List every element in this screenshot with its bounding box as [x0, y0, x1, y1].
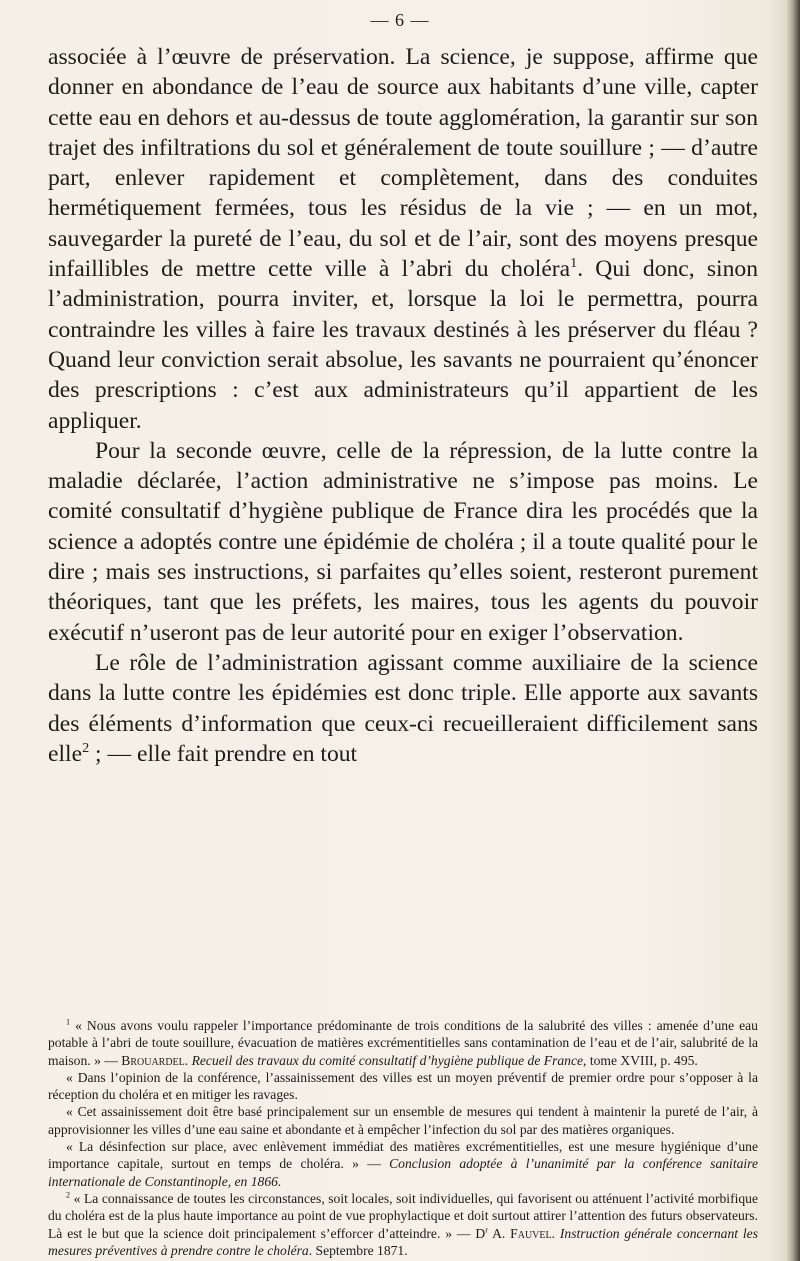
footnote-1-title: Recueil des travaux du comité consultatif d’hygiène publique de France: [191, 1052, 584, 1068]
paragraph-3: [48, 648, 758, 769]
footnote-2-marker: 2: [66, 1190, 71, 1200]
footnote-ref-2: 2: [82, 739, 90, 756]
footnote-2-tail: . Septembre 1871.: [308, 1242, 408, 1258]
footnote-1-source: Conclusion adoptée à l’unanimité par la conférence sanitaire internationale de Constantinople, en 1866.: [48, 1156, 758, 1189]
page-number: — 6 —: [370, 10, 430, 30]
page-edge-shadow: [786, 0, 800, 1261]
footnote-1-para-4-text: « La désinfection sur place, avec enlèvement immédiat des matières excrémentitielles, est une mesure hygiénique d’une importance capitale, surtout en temps de choléra. » —: [48, 1139, 758, 1172]
footnote-1-para-4: [48, 1138, 758, 1190]
paragraph-1-text-cont: . Qui donc, sinon l’administration, pourra inviter, et, lorsque la loi le permettra, pourra contraindre les villes à faire les travaux destinés à les préserver du fléau ? Quand leur conviction serait absolue, les savants ne pourraient qu’énoncer des prescriptions : c’est aux administrateurs qu’il appartient de les appliquer.: [48, 256, 758, 434]
footnote-1-marker: 1: [66, 1017, 71, 1027]
footnote-2-text: « La connaissance de toutes les circonstances, soit locales, soit individuelles, qui favorisent ou atténuent l’activité morbifique du choléra est de la plus haute importance au point de vue prophylactique et doit surtout attirer l’attention des futurs observateurs. Là est le but que la science doit principalement s’efforcer d’atteindre. » — D: [48, 1190, 758, 1241]
footnote-ref-1: 1: [570, 255, 578, 272]
footnote-2-sep: .: [551, 1225, 560, 1241]
paragraph-1-text: associée à l’œuvre de préservation. La science, je suppose, affirme que donner en abondance de l’eau de source aux habitants d’une ville, capter cette eau en dehors et au-dessus de toute agglomération, la garantir sur son trajet des infiltrations du sol et généralement de toute souillure ; — d’autre part, enlever rapidement et complètement, dans des conduites hermétiquement fermées, tous les résidus de la vie ; — en un mot, sauvegarder la pureté de l’eau, du sol et de l’air, sont des moyens presque infaillibles de mettre cette ville à l’abri du choléra: [48, 44, 758, 283]
footnote-1-tail: , tome XVIII, p. 495.: [583, 1052, 698, 1068]
footnote-1-para-2: « Dans l’opinion de la conférence, l’assainissement des villes est un moyen préventif de premier ordre pour s’opposer à la réception du choléra et en mitiger les ravages.: [48, 1069, 758, 1103]
footnotes: [48, 1017, 758, 1259]
footnote-2: [48, 1190, 758, 1259]
footnote-2-author: A. Fauvel: [487, 1225, 552, 1241]
footnote-1-sep: .: [184, 1052, 192, 1068]
paragraph-1: [48, 42, 758, 436]
footnote-1-para-3: « Cet assainissement doit être basé principalement sur un ensemble de mesures qui tendent à maintenir la pureté de l’air, à approvisionner les villes d’une eau saine et abondante et à empêcher l’infection du sol par des matières organiques.: [48, 1104, 758, 1137]
paragraph-3-text-cont: ; — elle fait prendre en tout: [89, 740, 358, 767]
footnote-1: [48, 1017, 758, 1069]
footnote-2-title: Instruction générale concernant les mesures préventives à prendre contre le choléra: [48, 1225, 758, 1258]
main-text: [48, 42, 758, 769]
paragraph-3-text: Le rôle de l’administration agissant comme auxiliaire de la science dans la lutte contre les épidémies est donc triple. Elle apporte aux savants des éléments d’information que ceux-ci recueilleraient difficilement sans elle: [48, 649, 758, 767]
paragraph-2: Pour la seconde œuvre, celle de la répression, de la lutte contre la maladie déclarée, l’action administrative ne s’impose pas moins. Le comité consultatif d’hygiène publique de France dira les procédés que la science a adoptés contre une épidémie de choléra ; il a toute qualité pour le dire ; mais ses instructions, si parfaites qu’elles soient, resteront purement théoriques, tant que les préfets, les maires, tous les agents du pouvoir exécutif n’useront pas de leur autorité pour en exiger l’observation.: [48, 437, 758, 646]
footnote-1-author: Brouardel: [121, 1052, 185, 1068]
footnote-1-text: « Nous avons voulu rappeler l’importance prédominante de trois conditions de la salubrité des villes : amenée d’une eau potable à l’abri de toute souillure, évacuation de matières excrémentitielles sans contamination de l’eau et de l’air, salubrité de la maison. » —: [48, 1018, 758, 1068]
footnote-2-dr-sup: r: [485, 1225, 488, 1235]
